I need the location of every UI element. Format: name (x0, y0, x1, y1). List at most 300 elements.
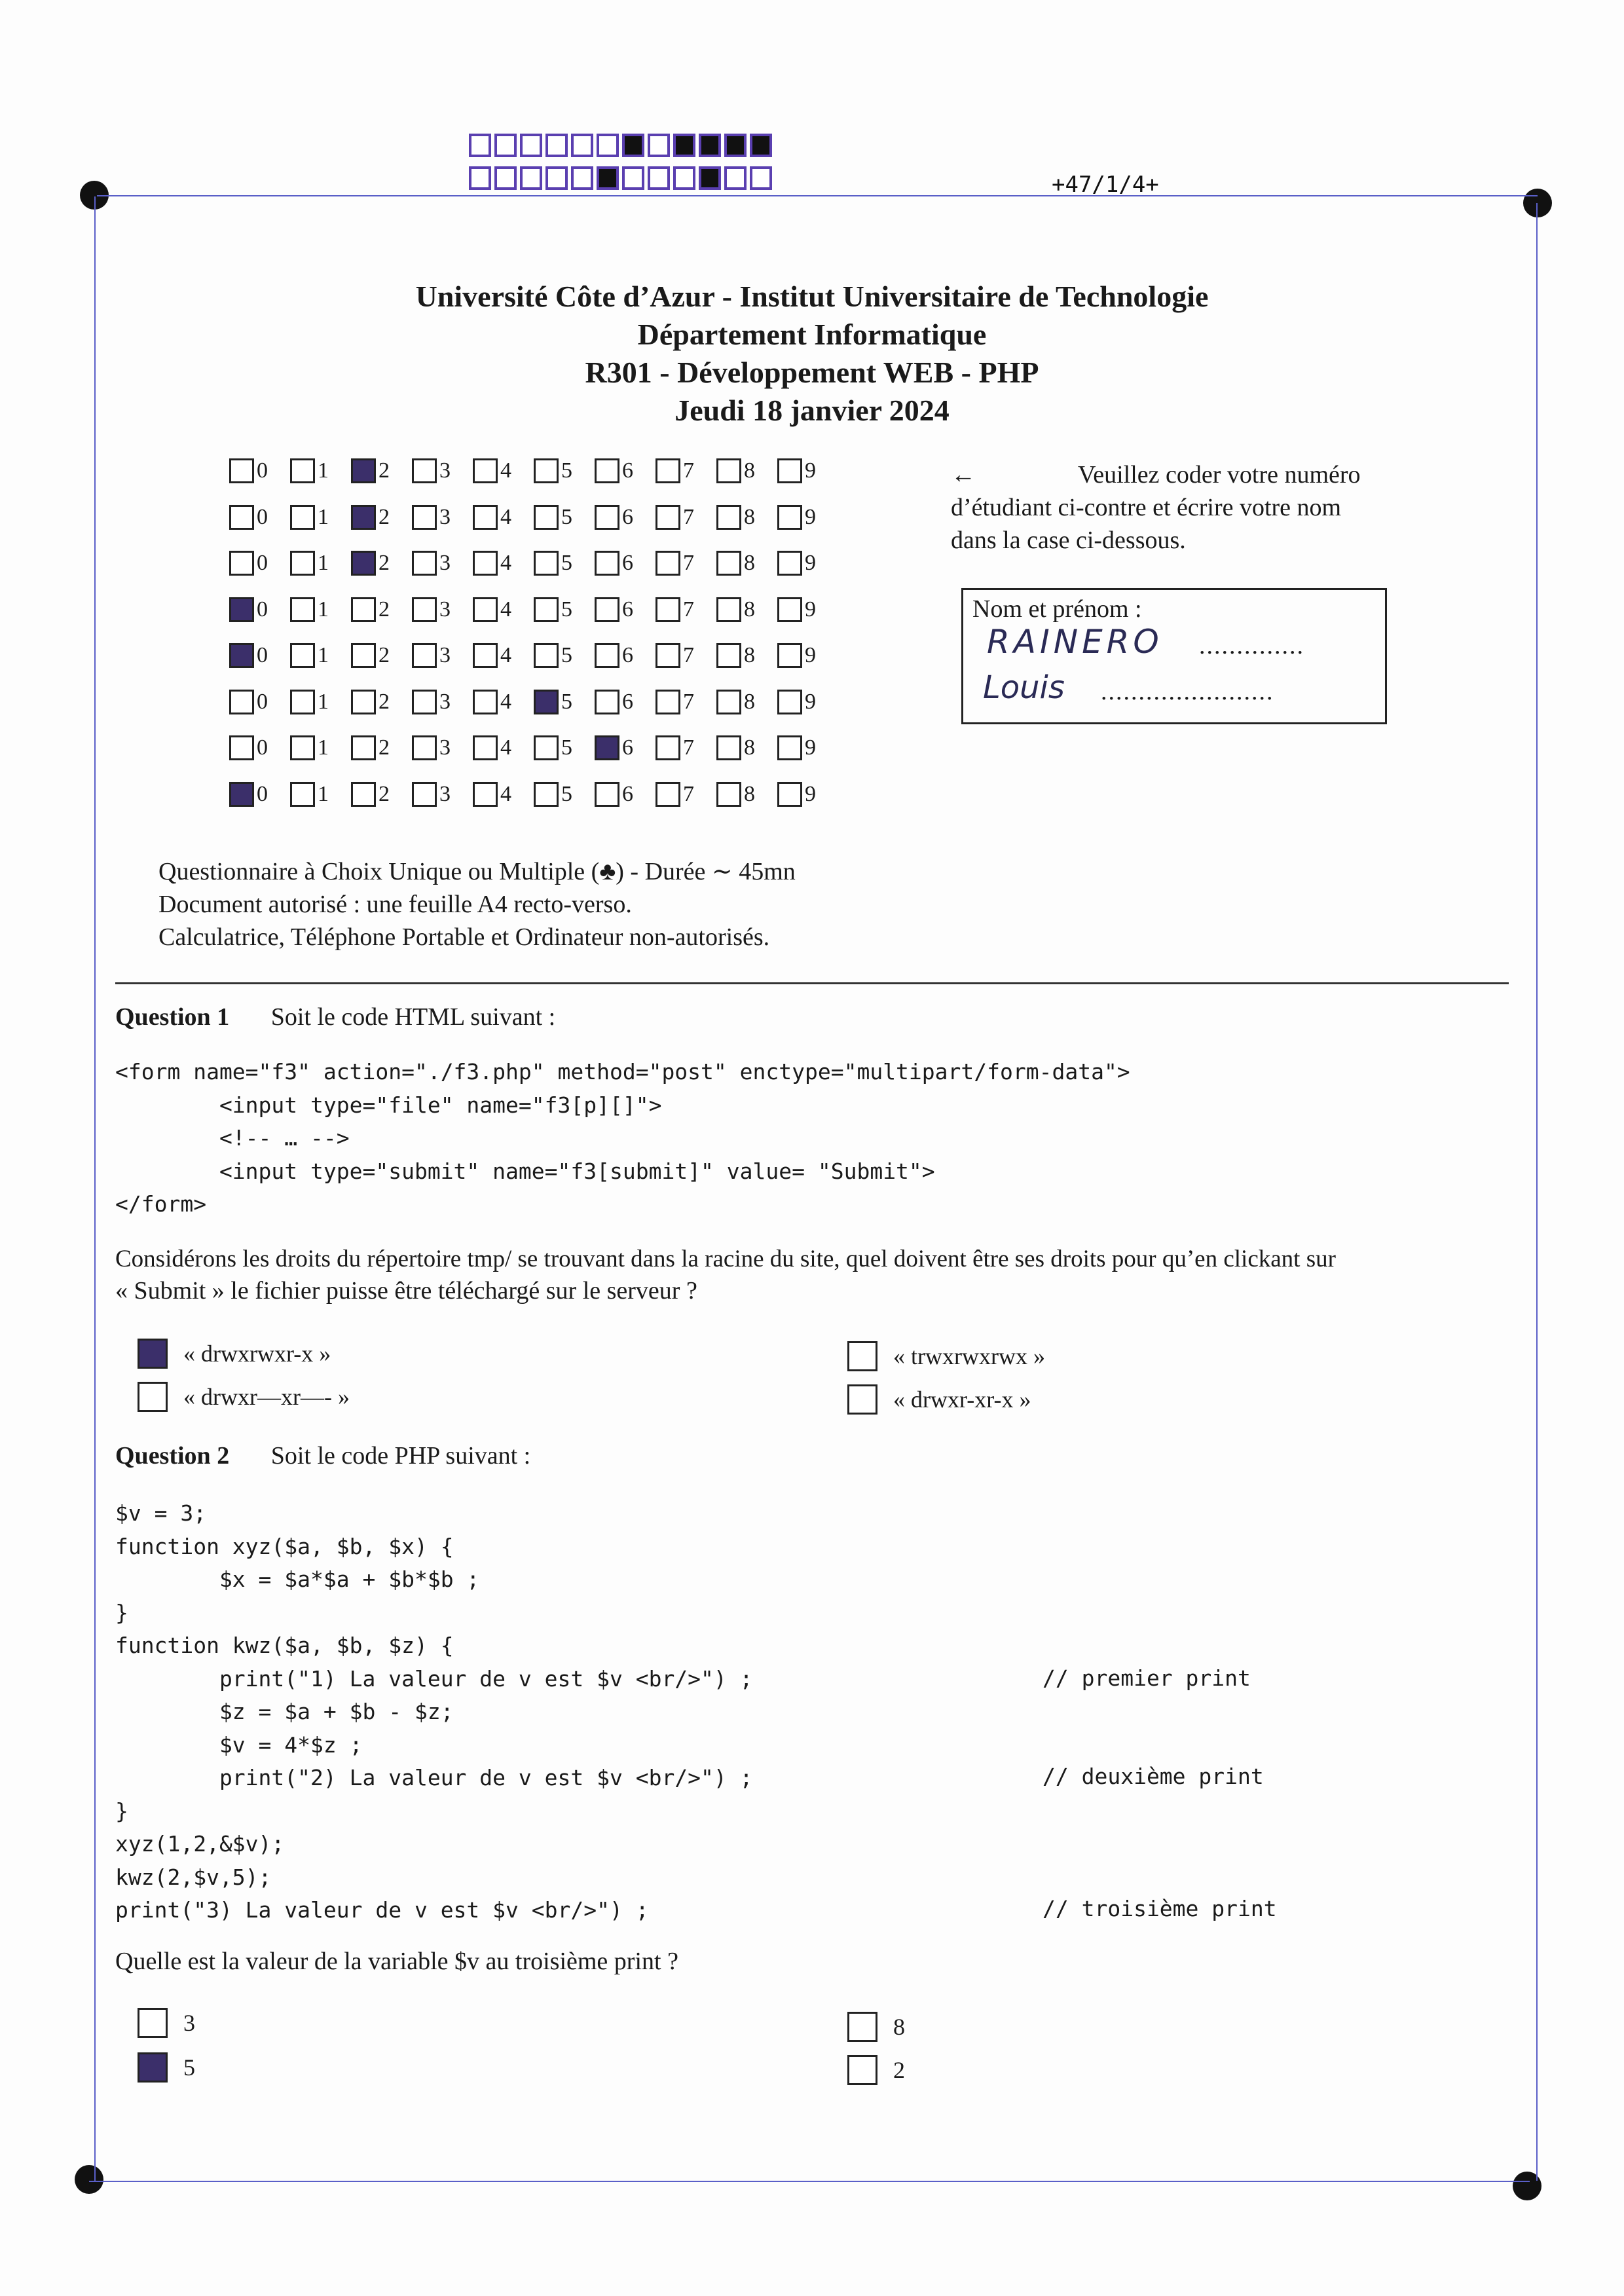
grid-cell[interactable] (595, 551, 655, 576)
grid-cell[interactable] (412, 458, 473, 483)
grid-cell[interactable] (534, 551, 595, 576)
digit-label: 1 (318, 643, 329, 667)
digit-checkbox[interactable] (534, 735, 559, 760)
digit-checkbox[interactable] (534, 505, 559, 530)
grid-cell[interactable] (655, 735, 716, 760)
digit-checkbox[interactable] (473, 597, 498, 622)
exam-info-line-2: Document autorisé : une feuille A4 recto-verso. (158, 891, 632, 918)
digit-label: 0 (257, 504, 268, 529)
name-box-label: Nom et prénom : (972, 595, 1142, 623)
q1-heading (115, 1001, 555, 1033)
digit-label: 7 (683, 781, 694, 806)
grid-row (229, 735, 838, 760)
digit-checkbox[interactable] (716, 690, 741, 714)
code-line: <form name="f3" action="./f3.php" method="post" enctype="multipart/form-data"> (115, 1059, 1130, 1084)
barcode-row-2 (469, 166, 772, 190)
grid-cell[interactable] (351, 505, 412, 530)
code-line: kwz(2,$v,5); (115, 1864, 272, 1890)
grid-cell[interactable] (473, 735, 534, 760)
digit-checkbox[interactable] (412, 458, 437, 483)
digit-checkbox[interactable] (595, 597, 619, 622)
digit-checkbox[interactable] (229, 458, 254, 483)
digit-label: 2 (378, 551, 390, 575)
digit-checkbox[interactable] (655, 597, 680, 622)
q1-answer-3[interactable] (847, 1341, 1045, 1371)
digit-label: 5 (561, 551, 572, 575)
digit-checkbox[interactable] (473, 551, 498, 576)
code-line: <input type="file" name="f3[p][]"> (115, 1092, 662, 1118)
grid-cell[interactable] (412, 782, 473, 807)
grid-cell[interactable] (290, 597, 351, 622)
digit-checkbox[interactable] (412, 643, 437, 668)
digit-checkbox[interactable] (473, 690, 498, 714)
code-line: print("2) La valeur de v est $v <br/>") ; (115, 1765, 753, 1790)
digit-checkbox[interactable] (534, 551, 559, 576)
digit-checkbox[interactable] (229, 505, 254, 530)
digit-label: 6 (622, 597, 633, 621)
digit-label: 5 (561, 689, 572, 714)
grid-cell[interactable] (655, 690, 716, 714)
grid-cell[interactable] (716, 597, 777, 622)
digit-checkbox[interactable] (777, 458, 802, 483)
digit-checkbox[interactable] (290, 690, 315, 714)
digit-label: 7 (683, 735, 694, 760)
digit-label: 4 (500, 504, 511, 529)
grid-cell[interactable] (777, 597, 838, 622)
grid-cell[interactable] (351, 551, 412, 576)
grid-cell[interactable] (595, 782, 655, 807)
q2-answer-1[interactable] (138, 2008, 195, 2038)
grid-cell[interactable] (534, 690, 595, 714)
q2-label: Question 2 (115, 1442, 230, 1470)
digit-checkbox[interactable] (716, 505, 741, 530)
code-line: function xyz($a, $b, $x) { (115, 1533, 454, 1559)
grid-cell[interactable] (716, 735, 777, 760)
digit-checkbox[interactable] (595, 458, 619, 483)
digit-checkbox[interactable] (412, 735, 437, 760)
digit-checkbox[interactable] (534, 782, 559, 807)
digit-label: 7 (683, 597, 694, 621)
q1-answer-2[interactable] (138, 1382, 350, 1412)
q2-answer-1-checkbox[interactable] (138, 2008, 168, 2038)
digit-label: 7 (683, 458, 694, 483)
digit-checkbox[interactable] (595, 551, 619, 576)
page-id: +47/1/4+ (1052, 172, 1159, 198)
digit-label: 2 (378, 781, 390, 806)
q1-answer-1[interactable] (138, 1339, 331, 1369)
digit-checkbox[interactable] (229, 735, 254, 760)
grid-cell[interactable] (290, 735, 351, 760)
grid-cell[interactable] (655, 551, 716, 576)
grid-cell[interactable] (595, 597, 655, 622)
q1-question-line-2: « Submit » le fichier puisse être téléchargé sur le serveur ? (115, 1277, 697, 1305)
exam-info-line-3: Calculatrice, Téléphone Portable et Ordinateur non-autorisés. (158, 923, 770, 951)
code-line: <input type="submit" name="f3[submit]" value= "Submit"> (115, 1158, 935, 1184)
digit-checkbox[interactable] (290, 551, 315, 576)
digit-label: 3 (439, 597, 451, 621)
digit-label: 3 (439, 643, 451, 667)
grid-cell[interactable] (229, 551, 290, 576)
digit-checkbox[interactable] (473, 643, 498, 668)
grid-cell[interactable] (716, 643, 777, 668)
frame-right-line (1536, 203, 1538, 2181)
digit-label: 9 (805, 504, 816, 529)
digit-checkbox[interactable] (716, 643, 741, 668)
grid-cell[interactable] (412, 597, 473, 622)
digit-label: 0 (257, 643, 268, 667)
grid-cell[interactable] (412, 735, 473, 760)
grid-cell[interactable] (351, 643, 412, 668)
header-date: Jeudi 18 janvier 2024 (674, 394, 950, 427)
digit-label: 9 (805, 781, 816, 806)
digit-checkbox[interactable] (412, 690, 437, 714)
digit-label: 3 (439, 689, 451, 714)
q1-answer-1-label: « drwxrwxr-x » (183, 1341, 331, 1367)
grid-cell[interactable] (595, 505, 655, 530)
q2-answer-3[interactable] (847, 2012, 905, 2042)
grid-cell[interactable] (595, 458, 655, 483)
digit-label: 4 (500, 551, 511, 575)
barcode-row-1 (469, 134, 772, 157)
q2-intro: Soit le code PHP suivant : (270, 1442, 531, 1470)
digit-label: 6 (622, 458, 633, 483)
digit-label: 4 (500, 781, 511, 806)
digit-label: 1 (318, 597, 329, 621)
digit-label: 3 (439, 504, 451, 529)
digit-checkbox[interactable] (777, 505, 802, 530)
digit-checkbox[interactable] (595, 735, 619, 760)
digit-label: 2 (378, 689, 390, 714)
digit-label: 8 (744, 551, 755, 575)
grid-cell[interactable] (473, 597, 534, 622)
digit-label: 2 (378, 458, 390, 483)
digit-checkbox[interactable] (290, 643, 315, 668)
name-dots-1: .............. (1199, 632, 1304, 659)
q1-answer-4-checkbox[interactable] (847, 1384, 877, 1415)
code-line: function kwz($a, $b, $z) { (115, 1633, 454, 1658)
digit-checkbox[interactable] (534, 690, 559, 714)
digit-label: 4 (500, 458, 511, 483)
grid-cell[interactable] (412, 690, 473, 714)
digit-checkbox[interactable] (229, 551, 254, 576)
grid-cell[interactable] (534, 643, 595, 668)
grid-cell[interactable] (351, 458, 412, 483)
grid-cell[interactable] (351, 782, 412, 807)
grid-cell[interactable] (655, 597, 716, 622)
grid-cell[interactable] (655, 505, 716, 530)
grid-cell[interactable] (229, 505, 290, 530)
digit-checkbox[interactable] (412, 551, 437, 576)
grid-cell[interactable] (595, 643, 655, 668)
digit-checkbox[interactable] (229, 643, 254, 668)
digit-label: 4 (500, 689, 511, 714)
digit-label: 2 (378, 643, 390, 667)
grid-cell[interactable] (290, 643, 351, 668)
code-line: } (115, 1599, 128, 1625)
digit-label: 8 (744, 735, 755, 760)
instruction-line-2: d’étudiant ci-contre et écrire votre nom (951, 494, 1342, 521)
digit-checkbox[interactable] (777, 690, 802, 714)
digit-checkbox[interactable] (351, 458, 376, 483)
digit-label: 9 (805, 551, 816, 575)
digit-checkbox[interactable] (473, 782, 498, 807)
digit-label: 8 (744, 597, 755, 621)
digit-checkbox[interactable] (351, 735, 376, 760)
digit-checkbox[interactable] (290, 735, 315, 760)
grid-cell[interactable] (777, 782, 838, 807)
grid-cell[interactable] (534, 505, 595, 530)
digit-label: 5 (561, 781, 572, 806)
digit-label: 3 (439, 551, 451, 575)
digit-checkbox[interactable] (290, 597, 315, 622)
q1-answer-3-checkbox[interactable] (847, 1341, 877, 1371)
grid-cell[interactable] (777, 735, 838, 760)
grid-cell[interactable] (412, 643, 473, 668)
q2-answer-2-checkbox[interactable] (138, 2052, 168, 2083)
digit-checkbox[interactable] (290, 782, 315, 807)
digit-label: 6 (622, 643, 633, 667)
digit-checkbox[interactable] (655, 551, 680, 576)
name-box[interactable] (961, 588, 1387, 724)
digit-label: 7 (683, 551, 694, 575)
digit-label: 9 (805, 689, 816, 714)
digit-checkbox[interactable] (595, 690, 619, 714)
grid-cell[interactable] (290, 782, 351, 807)
code-line: } (115, 1798, 128, 1824)
grid-cell[interactable] (473, 551, 534, 576)
digit-label: 2 (378, 597, 390, 621)
digit-checkbox[interactable] (777, 643, 802, 668)
digit-checkbox[interactable] (229, 782, 254, 807)
digit-label: 5 (561, 735, 572, 760)
grid-cell[interactable] (534, 597, 595, 622)
grid-cell[interactable] (412, 551, 473, 576)
digit-checkbox[interactable] (534, 597, 559, 622)
grid-cell[interactable] (777, 643, 838, 668)
grid-cell[interactable] (716, 458, 777, 483)
digit-label: 0 (257, 458, 268, 483)
grid-cell[interactable] (777, 690, 838, 714)
q2-comment-1: // premier print (1043, 1665, 1251, 1691)
grid-cell[interactable] (534, 458, 595, 483)
grid-cell[interactable] (290, 690, 351, 714)
corner-mark-top-right (1523, 189, 1552, 217)
q1-label: Question 1 (115, 1003, 230, 1031)
digit-label: 0 (257, 689, 268, 714)
grid-cell[interactable] (716, 551, 777, 576)
digit-checkbox[interactable] (655, 458, 680, 483)
digit-label: 9 (805, 458, 816, 483)
q2-question: Quelle est la valeur de la variable $v au troisième print ? (115, 1948, 678, 1975)
digit-label: 7 (683, 504, 694, 529)
q1-answer-4[interactable] (847, 1384, 1031, 1415)
q1-answer-3-label: « trwxrwxrwx » (893, 1343, 1045, 1369)
digit-checkbox[interactable] (777, 735, 802, 760)
grid-cell[interactable] (229, 597, 290, 622)
digit-checkbox[interactable] (655, 690, 680, 714)
digit-checkbox[interactable] (412, 782, 437, 807)
digit-label: 5 (561, 504, 572, 529)
grid-row (229, 690, 838, 714)
digit-checkbox[interactable] (716, 782, 741, 807)
q2-answer-4[interactable] (847, 2055, 905, 2085)
grid-cell[interactable] (716, 690, 777, 714)
digit-label: 8 (744, 504, 755, 529)
digit-checkbox[interactable] (595, 643, 619, 668)
digit-label: 2 (378, 735, 390, 760)
grid-row (229, 643, 838, 668)
code-line: $x = $a*$a + $b*$b ; (115, 1566, 480, 1592)
digit-checkbox[interactable] (716, 597, 741, 622)
grid-cell[interactable] (655, 643, 716, 668)
header-course: R301 - Développement WEB - PHP (585, 356, 1039, 389)
grid-cell[interactable] (351, 735, 412, 760)
frame-left-line (94, 196, 96, 2181)
grid-cell[interactable] (777, 505, 838, 530)
digit-checkbox[interactable] (777, 782, 802, 807)
q2-answer-4-checkbox[interactable] (847, 2055, 877, 2085)
digit-label: 2 (378, 504, 390, 529)
grid-cell[interactable] (229, 735, 290, 760)
digit-checkbox[interactable] (351, 643, 376, 668)
grid-cell[interactable] (777, 551, 838, 576)
digit-label: 5 (561, 597, 572, 621)
grid-cell[interactable] (229, 643, 290, 668)
digit-checkbox[interactable] (229, 597, 254, 622)
grid-cell[interactable] (534, 782, 595, 807)
digit-checkbox[interactable] (534, 458, 559, 483)
grid-cell[interactable] (473, 690, 534, 714)
q1-question-line-1: Considérons les droits du répertoire tmp/ se trouvant dans la racine du site, quel doivent être ses droits pour qu’en clickant sur (115, 1246, 1336, 1272)
digit-checkbox[interactable] (595, 505, 619, 530)
digit-checkbox[interactable] (655, 735, 680, 760)
grid-cell[interactable] (351, 690, 412, 714)
digit-label: 4 (500, 735, 511, 760)
digit-label: 0 (257, 781, 268, 806)
grid-cell[interactable] (351, 597, 412, 622)
digit-checkbox[interactable] (655, 505, 680, 530)
digit-label: 4 (500, 597, 511, 621)
digit-checkbox[interactable] (351, 505, 376, 530)
digit-label: 1 (318, 781, 329, 806)
grid-cell[interactable] (716, 782, 777, 807)
digit-label: 5 (561, 643, 572, 667)
code-line: print("3) La valeur de v est $v <br/>") ; (115, 1897, 649, 1923)
q1-answer-2-checkbox[interactable] (138, 1382, 168, 1412)
digit-checkbox[interactable] (595, 782, 619, 807)
digit-checkbox[interactable] (473, 505, 498, 530)
digit-checkbox[interactable] (716, 551, 741, 576)
q2-answer-3-label: 8 (893, 2014, 905, 2040)
q1-intro: Soit le code HTML suivant : (270, 1003, 556, 1031)
digit-checkbox[interactable] (655, 643, 680, 668)
exam-info-line-1: Questionnaire à Choix Unique ou Multiple (♣) - Durée ∼ 45mn (158, 858, 796, 885)
digit-label: 6 (622, 735, 633, 760)
digit-label: 3 (439, 781, 451, 806)
q2-comment-3: // troisième print (1043, 1896, 1277, 1921)
q2-answer-3-checkbox[interactable] (847, 2012, 877, 2042)
grid-cell[interactable] (595, 690, 655, 714)
digit-checkbox[interactable] (655, 782, 680, 807)
digit-checkbox[interactable] (351, 782, 376, 807)
digit-checkbox[interactable] (351, 597, 376, 622)
q1-answer-1-checkbox[interactable] (138, 1339, 168, 1369)
frame-bottom-line (89, 2181, 1530, 2182)
grid-cell[interactable] (534, 735, 595, 760)
grid-cell[interactable] (229, 690, 290, 714)
digit-checkbox[interactable] (351, 690, 376, 714)
corner-mark-bottom-left (75, 2165, 103, 2194)
digit-label: 7 (683, 689, 694, 714)
grid-row (229, 458, 838, 483)
grid-cell[interactable] (290, 505, 351, 530)
digit-label: 0 (257, 551, 268, 575)
grid-cell[interactable] (412, 505, 473, 530)
grid-cell[interactable] (290, 551, 351, 576)
digit-label: 6 (622, 689, 633, 714)
digit-checkbox[interactable] (777, 551, 802, 576)
code-line: $v = 4*$z ; (115, 1731, 363, 1758)
separator-line (115, 982, 1509, 984)
grid-cell[interactable] (229, 458, 290, 483)
code-line: <!-- … --> (115, 1125, 350, 1151)
q2-answer-2[interactable] (138, 2052, 195, 2083)
code-line: $v = 3; (115, 1500, 207, 1526)
grid-cell[interactable] (473, 643, 534, 668)
q1-answer-4-label: « drwxr-xr-x » (893, 1386, 1031, 1413)
frame-top-line (97, 195, 1538, 196)
instruction-line-1: Veuillez coder votre numéro (1078, 461, 1361, 489)
digit-label: 8 (744, 689, 755, 714)
code-line: $z = $a + $b - $z; (115, 1699, 454, 1724)
digit-checkbox[interactable] (716, 458, 741, 483)
digit-label: 9 (805, 643, 816, 667)
digit-label: 1 (318, 689, 329, 714)
digit-checkbox[interactable] (290, 458, 315, 483)
digit-checkbox[interactable] (229, 690, 254, 714)
q2-answer-2-label: 5 (183, 2054, 195, 2081)
grid-cell[interactable] (473, 458, 534, 483)
grid-cell[interactable] (473, 505, 534, 530)
digit-checkbox[interactable] (412, 505, 437, 530)
digit-label: 5 (561, 458, 572, 483)
header-department: Département Informatique (637, 318, 987, 351)
digit-label: 7 (683, 643, 694, 667)
digit-checkbox[interactable] (716, 735, 741, 760)
grid-row (229, 551, 838, 576)
grid-cell[interactable] (229, 782, 290, 807)
digit-checkbox[interactable] (412, 597, 437, 622)
digit-checkbox[interactable] (290, 505, 315, 530)
grid-cell[interactable] (655, 458, 716, 483)
grid-cell[interactable] (290, 458, 351, 483)
digit-checkbox[interactable] (473, 735, 498, 760)
grid-cell[interactable] (655, 782, 716, 807)
digit-checkbox[interactable] (777, 597, 802, 622)
grid-cell[interactable] (716, 505, 777, 530)
digit-checkbox[interactable] (473, 458, 498, 483)
digit-label: 1 (318, 551, 329, 575)
digit-label: 4 (500, 643, 511, 667)
grid-cell[interactable] (473, 782, 534, 807)
digit-checkbox[interactable] (351, 551, 376, 576)
q2-heading (115, 1439, 530, 1472)
grid-cell[interactable] (777, 458, 838, 483)
digit-checkbox[interactable] (534, 643, 559, 668)
grid-cell[interactable] (595, 735, 655, 760)
digit-label: 1 (318, 735, 329, 760)
digit-label: 1 (318, 458, 329, 483)
